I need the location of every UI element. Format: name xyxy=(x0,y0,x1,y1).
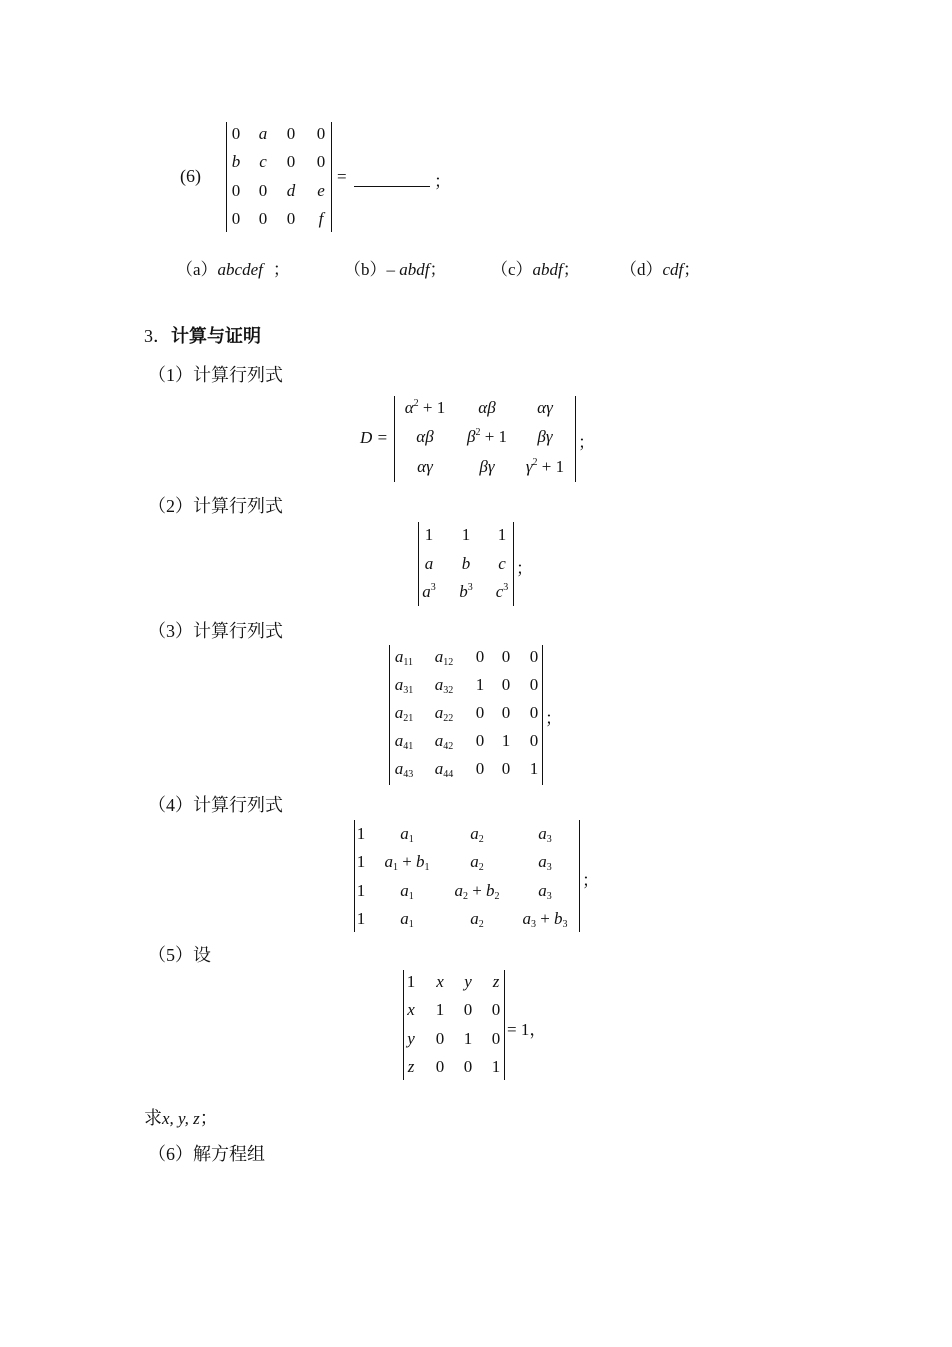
p3-cell-r4c5: 0 xyxy=(529,731,539,750)
q6-cell-r4c1: 0 xyxy=(231,209,241,228)
p5-cell-r1c3: y xyxy=(464,972,472,991)
p3-cell-r5c2: $a_{44}$ xyxy=(434,759,454,780)
p3-cell-r2c4: 0 xyxy=(501,675,511,694)
p2-cell-r1c3: 1 xyxy=(497,525,507,544)
section-number: 3． xyxy=(144,326,171,346)
p5-cell-r3c2: 0 xyxy=(435,1029,445,1048)
p2-determinant xyxy=(418,522,514,606)
option-a-label: （a） xyxy=(176,260,218,279)
q6-cell-r2c3: 0 xyxy=(286,152,296,171)
p5-ask-end: ； xyxy=(199,1108,218,1128)
p3-cell-r3c5: 0 xyxy=(529,703,539,722)
p1-cell-r1c2: αβ xyxy=(478,398,496,417)
p5-cell-r3c4: 0 xyxy=(491,1029,501,1048)
p4-cell-r3c3: $a_2 + b_2$ xyxy=(454,881,500,902)
p5-cell-r2c3: 0 xyxy=(463,1000,473,1019)
p3-label: （3）计算行列式 xyxy=(148,621,283,641)
option-c xyxy=(491,255,580,280)
p1-cell-r1c3: αγ xyxy=(537,398,553,417)
p5-ask xyxy=(144,1104,218,1130)
p4-determinant xyxy=(354,820,580,932)
p3-cell-r5c3: 0 xyxy=(475,759,485,778)
p3-cell-r2c3: 1 xyxy=(475,675,485,694)
p3-cell-r4c3: 0 xyxy=(475,731,485,750)
p2-cell-r1c2: 1 xyxy=(461,525,471,544)
q6-label: (6) xyxy=(180,166,201,186)
p2-cell-r2c2: b xyxy=(461,554,471,573)
p4-label: （4）计算行列式 xyxy=(148,795,283,815)
p1-determinant xyxy=(394,396,576,482)
section-heading xyxy=(144,322,261,348)
option-c-value: abdf xyxy=(532,260,563,279)
p3-cell-r1c1: $a_{11}$ xyxy=(394,647,414,668)
p5-determinant xyxy=(403,970,505,1080)
p5-cell-r4c2: 0 xyxy=(435,1057,445,1076)
p3-cell-r4c2: $a_{42}$ xyxy=(434,731,454,752)
p4-cell-r2c4: $a_3$ xyxy=(538,852,552,873)
p5-cell-r3c1: y xyxy=(407,1029,415,1048)
p5-label: （5）设 xyxy=(148,945,211,965)
p5-ask-prefix: 求 xyxy=(144,1108,162,1128)
p1-cell-r1c1: $\alpha^2 + 1$ xyxy=(404,398,446,417)
option-d xyxy=(620,255,700,280)
p3-cell-r3c4: 0 xyxy=(501,703,511,722)
p5-cell-r2c1: x xyxy=(407,1000,415,1019)
p4-cell-r4c1: 1 xyxy=(356,909,366,928)
q6-cell-r4c2: 0 xyxy=(258,209,268,228)
p1-cell-r3c3: $\gamma^2 + 1$ xyxy=(525,457,565,476)
p6-label: （6）解方程组 xyxy=(148,1144,265,1164)
p5-cell-r4c3: 0 xyxy=(463,1057,473,1076)
p4-cell-r1c2: $a_1$ xyxy=(400,824,414,845)
option-d-end: ； xyxy=(683,260,701,279)
p4-cell-r1c3: $a_2$ xyxy=(470,824,484,845)
p3-cell-r3c1: $a_{21}$ xyxy=(394,703,414,724)
p5-cell-r4c4: 1 xyxy=(491,1057,501,1076)
p3-cell-r1c5: 0 xyxy=(529,647,539,666)
q6-cell-r1c3: 0 xyxy=(286,124,296,143)
p4-cell-r1c1: 1 xyxy=(356,824,366,843)
p1-cell-r3c2: βγ xyxy=(479,457,495,476)
option-c-label: （c） xyxy=(491,260,533,279)
option-c-end: ； xyxy=(562,260,580,279)
p2-cell-r2c3: c xyxy=(498,554,506,573)
p3-end: ； xyxy=(545,709,562,728)
p3-cell-r1c3: 0 xyxy=(475,647,485,666)
p1-cell-r3c1: αγ xyxy=(417,457,433,476)
q6-cell-r4c3: 0 xyxy=(286,209,296,228)
p3-cell-r5c5: 1 xyxy=(529,759,539,778)
option-b-end: ； xyxy=(429,260,447,279)
p3-cell-r2c5: 0 xyxy=(529,675,539,694)
q6-cell-r2c1: b xyxy=(231,152,241,171)
p1-prefix: D = xyxy=(360,428,388,447)
p1-cell-r2c3: βγ xyxy=(537,427,553,446)
p4-cell-r4c2: $a_1$ xyxy=(400,909,414,930)
q6-cell-r1c4: 0 xyxy=(316,124,326,143)
option-d-label: （d） xyxy=(620,260,663,279)
p1-cell-r2c2: $\beta^2 + 1$ xyxy=(466,427,508,446)
p4-cell-r1c4: $a_3$ xyxy=(538,824,552,845)
p5-cell-r4c1: z xyxy=(407,1057,415,1076)
p4-cell-r2c2: $a_1 + b_1$ xyxy=(384,852,430,873)
p4-cell-r2c3: $a_2$ xyxy=(470,852,484,873)
q6-cell-r2c4: 0 xyxy=(316,152,326,171)
q6-cell-r2c2: c xyxy=(259,152,267,171)
p3-cell-r3c3: 0 xyxy=(475,703,485,722)
option-b-label: （b） xyxy=(344,260,387,279)
q6-equals: = xyxy=(337,167,347,186)
p2-cell-r3c1: $a^3$ xyxy=(422,582,436,601)
p3-cell-r1c2: $a_{12}$ xyxy=(434,647,454,668)
p1-label: （1）计算行列式 xyxy=(148,365,283,385)
p2-label: （2）计算行列式 xyxy=(148,496,283,516)
p3-cell-r1c4: 0 xyxy=(501,647,511,666)
q6-answer-blank xyxy=(354,176,430,194)
q6-cell-r1c1: 0 xyxy=(231,124,241,143)
p5-cell-r2c4: 0 xyxy=(491,1000,501,1019)
p3-cell-r2c1: $a_{31}$ xyxy=(394,675,414,696)
p3-cell-r5c1: $a_{43}$ xyxy=(394,759,414,780)
p5-cell-r2c2: 1 xyxy=(435,1000,445,1019)
p2-cell-r2c1: a xyxy=(424,554,434,573)
p1-end: ； xyxy=(578,433,595,452)
p5-ask-vars: x, y, z xyxy=(162,1109,200,1128)
q6-cell-r3c4: e xyxy=(317,181,325,200)
q6-determinant xyxy=(226,122,332,232)
q6-cell-r3c2: 0 xyxy=(258,181,268,200)
p3-cell-r4c1: $a_{41}$ xyxy=(394,731,414,752)
option-a-end: ； xyxy=(272,260,290,279)
p3-cell-r5c4: 0 xyxy=(501,759,511,778)
p5-cell-r1c2: x xyxy=(436,972,444,991)
q6-cell-r3c1: 0 xyxy=(231,181,241,200)
p2-cell-r3c3: $c^3$ xyxy=(495,582,509,601)
p5-cell-r1c1: 1 xyxy=(406,972,416,991)
p3-cell-r4c4: 1 xyxy=(501,731,511,750)
option-a xyxy=(176,255,290,280)
p5-cell-r1c4: z xyxy=(492,972,500,991)
option-d-value: cdf xyxy=(662,260,684,279)
q6-end: ； xyxy=(434,172,451,191)
option-b xyxy=(344,255,446,280)
p4-cell-r4c3: $a_2$ xyxy=(470,909,484,930)
p4-cell-r3c4: $a_3$ xyxy=(538,881,552,902)
p4-cell-r3c1: 1 xyxy=(356,881,366,900)
option-a-value: abcdef xyxy=(217,260,263,279)
q6-cell-r1c2: a xyxy=(258,124,268,143)
p2-cell-r3c2: $b^3$ xyxy=(459,582,473,601)
p4-cell-r2c1: 1 xyxy=(356,852,366,871)
p3-cell-r2c2: $a_{32}$ xyxy=(434,675,454,696)
p1-cell-r2c1: αβ xyxy=(416,427,434,446)
p5-cell-r3c3: 1 xyxy=(463,1029,473,1048)
p4-cell-r4c4: $a_3 + b_3$ xyxy=(522,909,568,930)
p4-cell-r3c2: $a_1$ xyxy=(400,881,414,902)
section-title: 计算与证明 xyxy=(171,326,261,346)
p3-cell-r3c2: $a_{22}$ xyxy=(434,703,454,724)
p2-cell-r1c1: 1 xyxy=(424,525,434,544)
p5-equals: = 1， xyxy=(507,1020,547,1039)
p2-end: ； xyxy=(516,559,533,578)
p3-determinant xyxy=(389,645,543,785)
p4-end: ； xyxy=(582,871,599,890)
q6-cell-r4c4: f xyxy=(318,209,324,228)
q6-cell-r3c3: d xyxy=(286,181,296,200)
option-b-value: – abdf xyxy=(386,260,430,279)
